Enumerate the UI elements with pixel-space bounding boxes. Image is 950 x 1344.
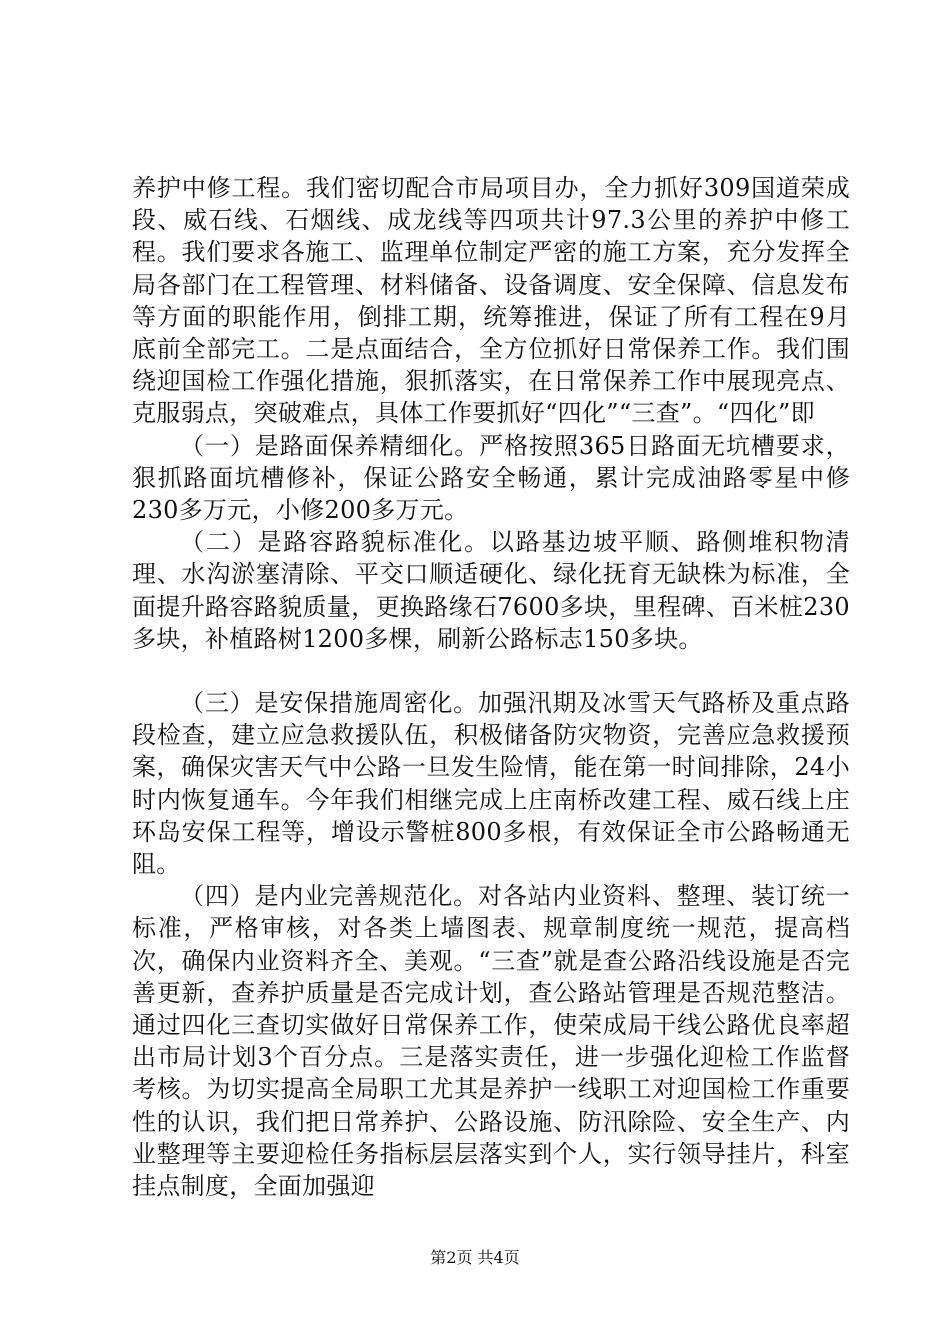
paragraph-item-3: （三）是安保措施周密化。加强汛期及冰雪天气路桥及重点路段检查，建立应急救援队伍，积极储备防灾物资，完善应急救援预案，确保灾害天气中公路一旦发生险情，能在第一时间排除，24小时内恢复通车。今年我们相继完成上庄南桥改建工程、威石线上庄环岛安保工程等，增设示警桩800多根，有效保证全市公路畅通无阻。 (132, 689, 850, 879)
paragraph-item-2: （二）是路容路貌标准化。以路基边坡平顺、路侧堆积物清理、水沟淤塞清除、平交口顺适硬化、绿化抚育无缺株为标准，全面提升路容路貌质量，更换路缘石7600多块，里程碑、百米桩230多块，补植路树1200多棵，刷新公路标志150多块。 (132, 528, 850, 653)
paragraph-item-4: （四）是内业完善规范化。对各站内业资料、整理、装订统一标准，严格审核，对各类上墙图表、规章制度统一规范，提高档次，确保内业资料齐全、美观。“三查”就是查公路沿线设施是否完善更新，查养护质量是否完成计划，查公路站管理是否规范整洁。通过四化三查切实做好日常保养工作，使荣成局干线公路优良率超出市局计划3个百分点。三是落实责任，进一步强化迎检工作监督考核。为切实提高全局职工尤其是养护一线职工对迎国检工作重要性的认识，我们把日常养护、公路设施、防汛除险、安全生产、内业整理等主要迎检任务指标层层落实到个人，实行领导挂片，科室挂点制度，全面加强迎 (132, 882, 850, 1201)
paragraph-item-1: （一）是路面保养精细化。严格按照365日路面无坑槽要求，狠抓路面坑槽修补，保证公路安全畅通，累计完成油路零星中修230多万元，小修200多万元。 (132, 431, 850, 525)
paragraph-continuation: 养护中修工程。我们密切配合市局项目办，全力抓好309国道荣成段、威石线、石烟线、成龙线等四项共计97.3公里的养护中修工程。我们要求各施工、监理单位制定严密的施工方案，充分发挥全局各部门在工程管理、材料储备、设备调度、安全保障、信息发布等方面的职能作用，倒排工期，统筹推进，保证了所有工程在9月底前全部完工。二是点面结合，全方位抓好日常保养工作。我们围绕迎国检工作强化措施，狠抓落实，在日常保养工作中展现亮点、克服弱点，突破难点，具体工作要抓好“四化”“三查”。“四化”即 (132, 174, 850, 428)
page-footer: 第2页 共4页 (430, 1248, 520, 1267)
document-body (132, 172, 850, 1202)
